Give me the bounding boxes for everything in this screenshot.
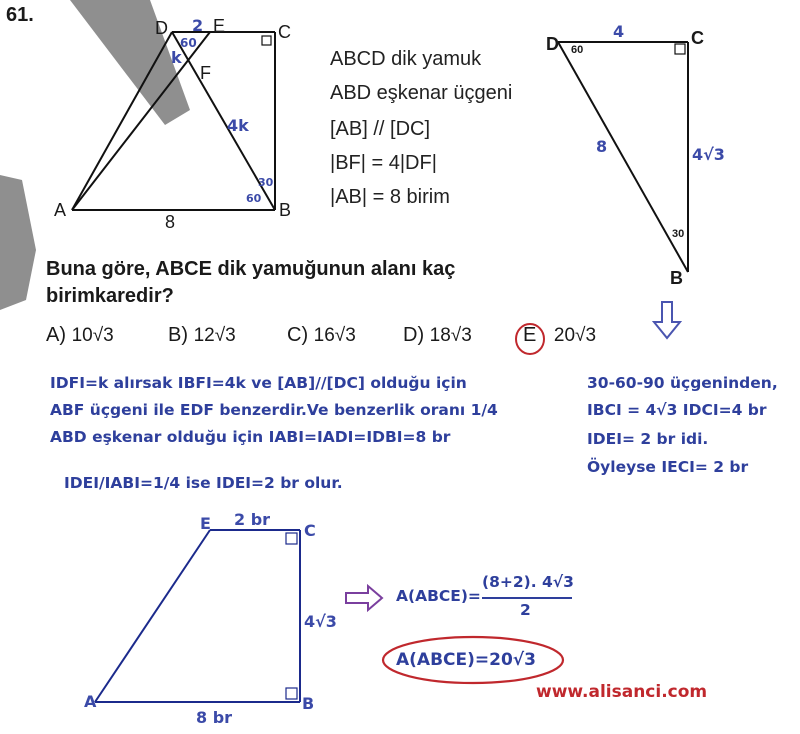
watermark-band-2 (0, 175, 36, 310)
fig3-point-b: B (302, 694, 315, 713)
fig3-point-a: A (84, 692, 97, 711)
fig3-cb-label: 4√3 (304, 612, 337, 631)
solution-right-3: IDEI= 2 br idi. (587, 430, 709, 448)
solution-left-2: ABF üçgeni ile EDF benzerdir.Ve benzerlik oranı 1/4 (50, 401, 498, 419)
fig1-point-e: E (213, 16, 226, 36)
down-arrow-icon (654, 302, 680, 338)
fig3-ec-label: 2 br (234, 510, 271, 529)
fig2-angle-b: 30 (672, 228, 685, 240)
fig3-point-e: E (200, 514, 211, 533)
fig2-cb-label: 4√3 (692, 145, 725, 164)
formula-result: A(ABCE)=20√3 (396, 650, 536, 670)
fig2-dc-label: 4 (613, 22, 625, 41)
fig2-db-label: 8 (596, 137, 608, 156)
given-5: |AB| = 8 birim (330, 186, 450, 208)
fig1-point-f: F (200, 63, 211, 83)
fig1-ab-label: 8 (165, 212, 176, 232)
question-number: 61. (6, 4, 34, 26)
question-text: Buna göre, ABCE dik yamuğunun alanı kaç birimkaredir? (46, 258, 456, 307)
fig1-point-a: A (54, 200, 67, 220)
given-1: ABCD dik yamuk (330, 48, 482, 70)
solution-right-4: Öyleyse IECI= 2 br (587, 458, 749, 476)
right-arrow-icon (346, 586, 382, 610)
fig2-point-b: B (670, 268, 683, 288)
figure-3 (95, 530, 300, 702)
solution-left-3: ABD eşkenar olduğu için IABI=IADI=IDBI=8 br (50, 428, 451, 446)
fig1-point-b: B (279, 200, 292, 220)
fig1-bf-label: 4k (227, 116, 249, 135)
option-c[interactable]: C) 16√3 (287, 324, 356, 346)
website-link[interactable]: www.alisanci.com (536, 682, 708, 702)
option-e[interactable]: E 20√3 (523, 324, 597, 346)
option-d[interactable]: D) 18√3 (403, 324, 472, 346)
fig2-angle-d: 60 (571, 44, 584, 56)
fig3-ab-label: 8 br (196, 708, 233, 727)
fig1-angle-b2: 60 (246, 192, 262, 205)
given-2: ABD eşkenar üçgeni (330, 82, 513, 104)
fig1-angle-b1: 30 (258, 176, 274, 189)
fig1-angle-d: 60 (180, 36, 197, 50)
formula-numerator: (8+2). 4√3 (482, 573, 574, 591)
fig1-k-label: k (171, 48, 182, 67)
fig2-point-c: C (691, 28, 704, 48)
solution-right-2: IBCI = 4√3 IDCI=4 br (587, 401, 767, 419)
fig1-point-c: C (278, 22, 291, 42)
option-a[interactable]: A) 10√3 (46, 324, 114, 346)
given-4: |BF| = 4|DF| (330, 152, 437, 174)
solution-right-1: 30-60-90 üçgeninden, (587, 374, 778, 392)
fig1-de-label: 2 (192, 16, 204, 35)
option-b[interactable]: B) 12√3 (168, 324, 236, 346)
fig3-point-c: C (304, 521, 316, 540)
solution-left-4: IDEI/IABI=1/4 ise IDEI=2 br olur. (64, 474, 343, 492)
fig2-point-d: D (546, 34, 559, 54)
formula-denominator: 2 (520, 601, 531, 619)
given-3: [AB] // [DC] (330, 118, 431, 140)
figure-2 (558, 42, 688, 272)
fig1-point-d: D (155, 18, 168, 38)
formula-lhs: A(ABCE)= (396, 587, 481, 605)
solution-left-1: IDFI=k alırsak IBFI=4k ve [AB]//[DC] olduğu için (50, 374, 467, 392)
